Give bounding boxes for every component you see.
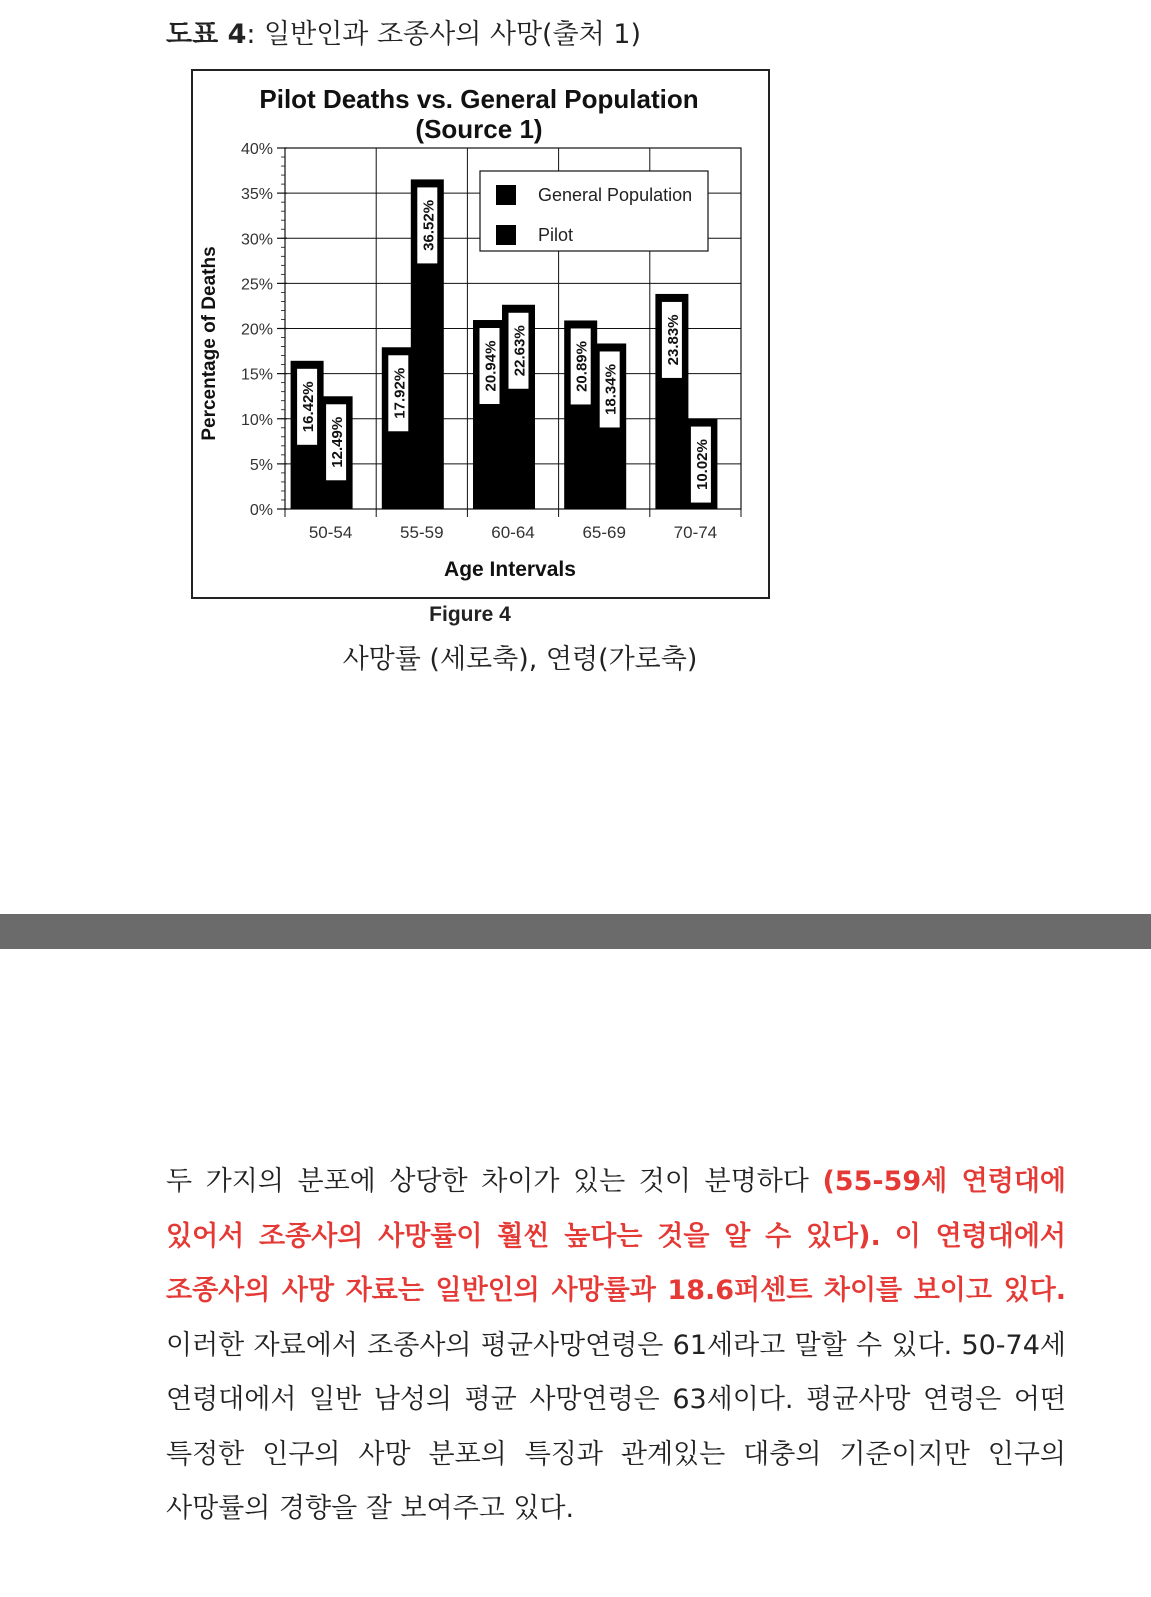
paragraph-highlight-2: 이 연령대에서 조종사의 사망 자료는 일반인의 사망률과 18.6퍼센트 차이를 보이고 있다. (166, 1220, 1066, 1306)
chart-title: Pilot Deaths vs. General Population (259, 84, 699, 114)
y-tick-label: 25% (240, 276, 273, 294)
legend-swatch (496, 185, 516, 205)
data-label: 10.02% (693, 439, 711, 491)
figure-label: Figure 4 (429, 603, 511, 626)
figure-subtitle: 사망률 (세로축), 연령(가로축) (342, 644, 698, 675)
x-tick-label: 60-64 (491, 523, 535, 542)
figure-caption (166, 12, 641, 51)
legend-label: Pilot (538, 225, 574, 245)
data-label: 16.42% (300, 381, 318, 433)
figure-caption-number: 도표 4 (166, 19, 247, 50)
bar-chart (193, 71, 768, 597)
paragraph-highlight-1: (55-59세 연령대에 있어서 조종사의 사망률이 훨씬 높다는 것을 알 수 있다). (166, 1166, 1066, 1252)
x-tick-label: 55-59 (400, 523, 444, 542)
data-label: 22.63% (511, 325, 529, 377)
paragraph-text-2 (881, 1221, 895, 1252)
y-tick-label: 15% (240, 366, 273, 384)
data-label: 20.94% (482, 340, 500, 392)
paragraph-text-1: 두 가지의 분포에 상당한 차이가 있는 것이 분명하다 (166, 1166, 823, 1197)
legend-swatch (496, 225, 516, 245)
y-axis-label: Percentage of Deaths (199, 246, 220, 441)
y-tick-label: 30% (240, 231, 273, 249)
body-paragraph (166, 1155, 1066, 1537)
y-tick-label: 20% (240, 321, 273, 339)
y-tick-label: 0% (249, 502, 273, 519)
y-tick-label: 35% (240, 186, 273, 204)
x-tick-label: 65-69 (582, 523, 626, 542)
figure-caption-text: : 일반인과 조종사의 사망(출처 1) (246, 19, 642, 50)
chart-figure (191, 69, 770, 599)
data-label: 36.52% (420, 199, 438, 251)
x-tick-label: 50-54 (308, 523, 353, 542)
x-tick-label: 70-74 (673, 523, 718, 542)
data-label: 20.89% (573, 341, 591, 392)
paragraph-text-3: 이러한 자료에서 조종사의 평균사망연령은 61세라고 말할 수 있다. 50-74세 연령대에서 일반 남성의 평균 사망연령은 63세이다. 평균사망 연령은 어떤 특정한 인구의 사망 분포의 특징과 관계있는 대충의 기준이지만 인구의 사망률의 경향을 잘 보여주고 있다. (166, 1329, 1066, 1524)
section-divider (0, 914, 1151, 949)
data-label: 23.83% (664, 314, 682, 366)
data-label: 17.92% (391, 367, 409, 419)
y-tick-label: 5% (249, 456, 273, 474)
chart-subtitle: (Source 1) (415, 114, 543, 144)
data-label: 12.49% (329, 416, 347, 468)
x-axis-label: Age Intervals (444, 558, 576, 581)
data-label: 18.34% (602, 364, 620, 415)
legend-label: General Population (538, 185, 693, 205)
y-tick-label: 10% (240, 411, 273, 429)
y-tick-label: 40% (240, 141, 273, 158)
